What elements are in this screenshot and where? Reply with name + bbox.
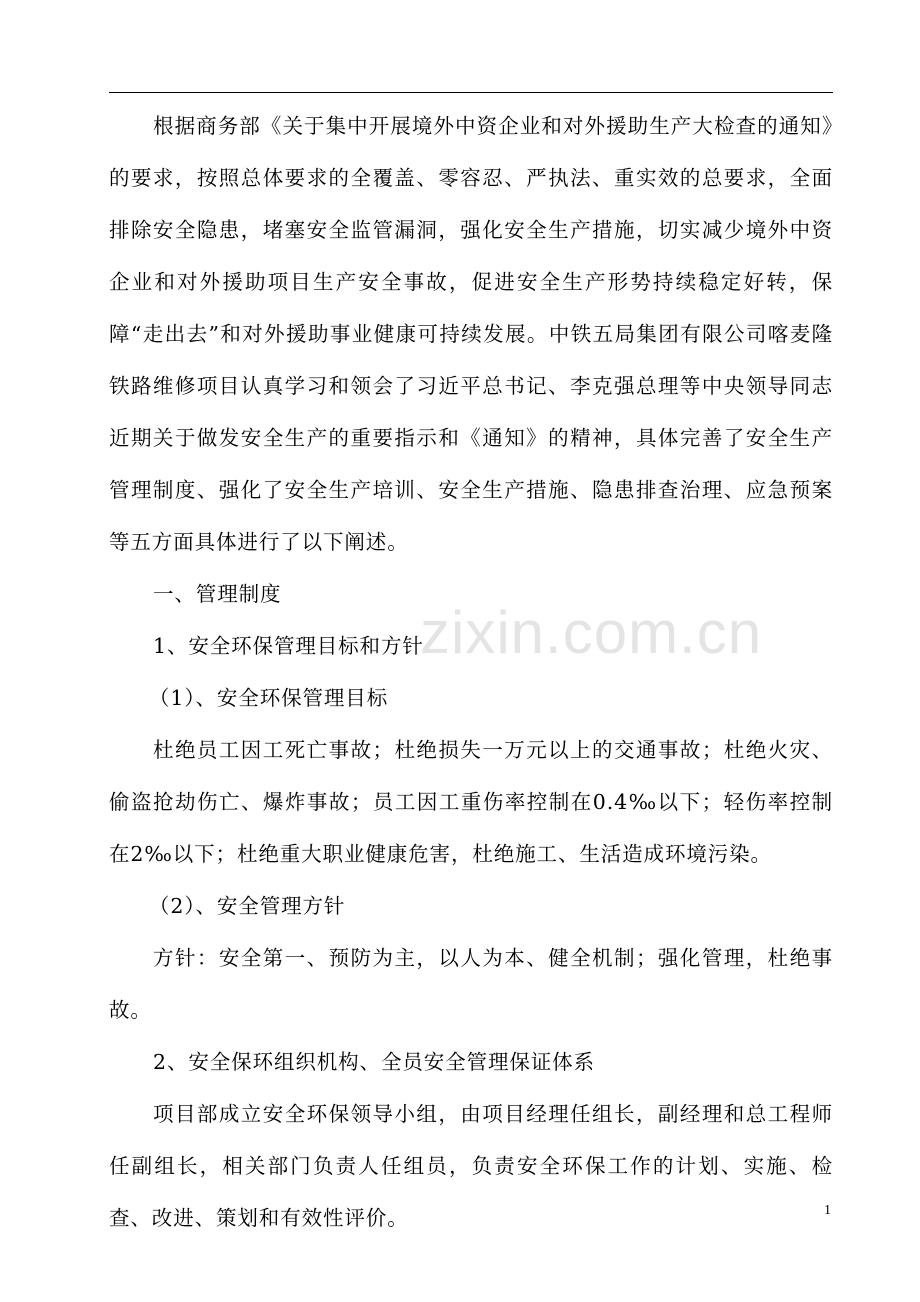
- safety-targets-paragraph: 杜绝员工因工死亡事故；杜绝损失一万元以上的交通事故；杜绝火灾、偷盗抢劫伤亡、爆炸事故；员工因工重伤率控制在0.4‰以下；轻伤率控制在2‰以下；杜绝重大职业健康危害，杜绝施工、生活造成环境污染。: [109, 738, 833, 866]
- page-number: 1: [824, 1203, 831, 1218]
- item-heading-safety-goals: （1）、安全环保管理目标: [149, 686, 389, 710]
- section-heading-management-system: 一、管理制度: [153, 582, 282, 606]
- subsection-heading-goals-policy: 1、安全环保管理目标和方针: [153, 634, 424, 658]
- subsection-heading-organization: 2、安全保环组织机构、全员安全管理保证体系: [153, 1050, 595, 1074]
- watermark: zixin.com.cn: [420, 599, 763, 666]
- organization-paragraph: 项目部成立安全环保领导小组，由项目经理任组长，副经理和总工程师任副组长，相关部门负责人任组员，负责安全环保工作的计划、实施、检查、改进、策划和有效性评价。: [109, 1102, 833, 1230]
- intro-paragraph: 根据商务部《关于集中开展境外中资企业和对外援助生产大检查的通知》的要求，按照总体要求的全覆盖、零容忍、严执法、重实效的总要求，全面排除安全隐患，堵塞安全监管漏洞，强化安全生产措施，切实减少境外中资企业和对外援助项目生产安全事故，促进安全生产形势持续稳定好转，保障“走出去”和对外援助事业健康可持续发展。中铁五局集团有限公司喀麦隆铁路维修项目认真学习和领会了习近平总书记、李克强总理等中央领导同志近期关于做发安全生产的重要指示和《通知》的精神，具体完善了安全生产管理制度、强化了安全生产培训、安全生产措施、隐患排查治理、应急预案等五方面具体进行了以下阐述。: [109, 114, 833, 554]
- document-body: [109, 100, 833, 1244]
- header-rule: [109, 92, 833, 93]
- policy-paragraph: 方针：安全第一、预防为主，以人为本、健全机制；强化管理，杜绝事故。: [109, 946, 833, 1022]
- item-heading-safety-policy: （2）、安全管理方针: [149, 894, 346, 918]
